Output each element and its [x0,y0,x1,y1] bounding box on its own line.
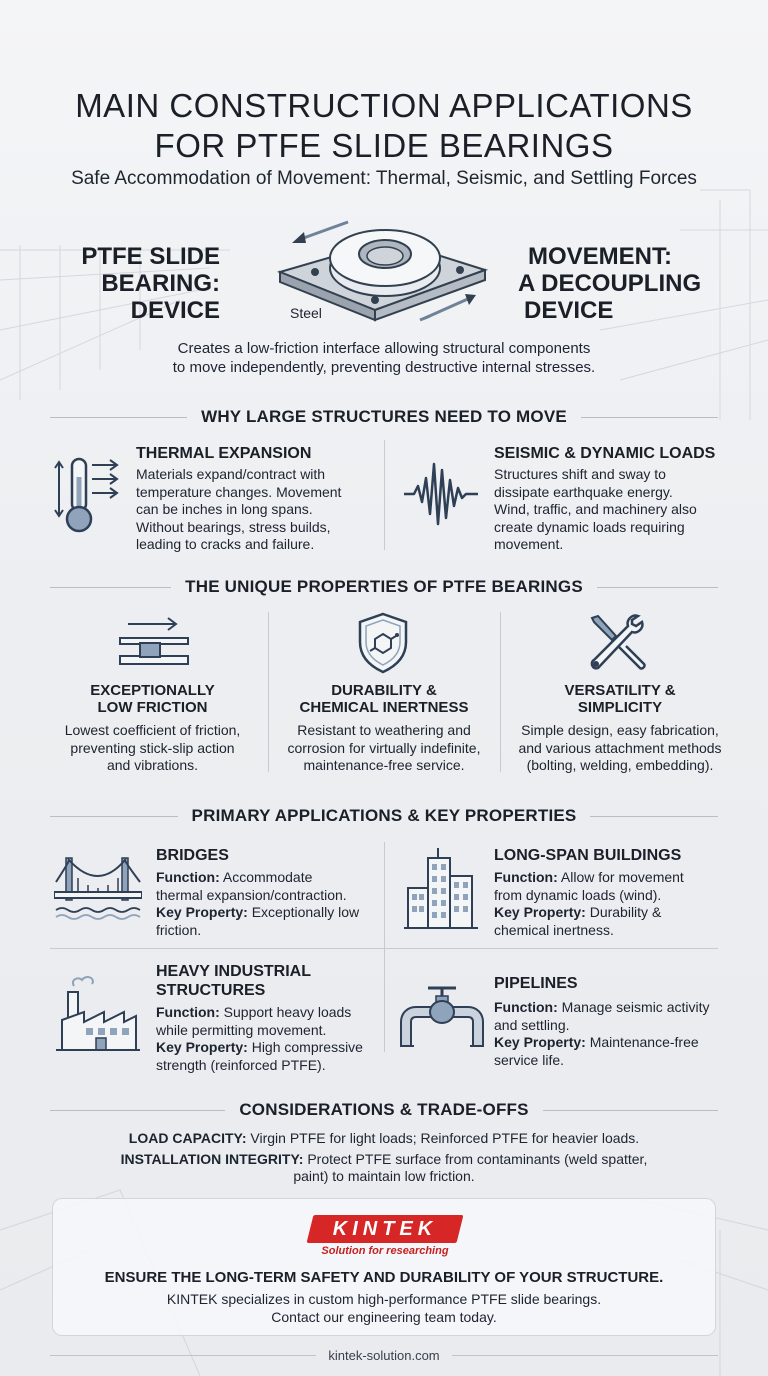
text-line [494,904,724,922]
key-property-label: Key Property: [494,904,586,920]
pipelines-text [494,999,724,1069]
cta-body [0,1291,768,1326]
cta-line: Contact our engineering team today. [271,1308,497,1325]
low-friction-icon [118,612,190,670]
bridges-title: BRIDGES [156,847,229,864]
text-line: create dynamic loads requiring [494,518,685,535]
divider [50,1355,316,1356]
title-line: CHEMICAL INERTNESS [299,699,469,716]
row-divider [50,948,718,949]
durability-title [284,682,484,716]
text-line: and various attachment methods [518,739,722,756]
column-divider [384,440,385,550]
considerations-section-heading [50,1100,718,1120]
thermal-expansion-text [136,466,376,554]
text-line [156,904,378,922]
properties-section-heading [50,577,718,597]
key-property-label: Key Property: [494,1034,586,1050]
title-line: HEAVY INDUSTRIAL [156,963,311,980]
text-line: Wind, traffic, and machinery also [494,501,697,517]
bridges-text [156,869,378,939]
text-line: from dynamic loads (wind). [494,886,662,903]
function-text: Accommodate [222,869,313,885]
function-label: Function: [156,869,220,885]
column-divider [268,612,269,772]
text-line: strength (reinforced PTFE). [156,1056,326,1073]
text-line: preventing stick-slip action [70,739,235,756]
text-line: temperature changes. Movement [136,483,342,500]
seismic-loads-title: SEISMIC & DYNAMIC LOADS [494,445,716,462]
text-line [156,869,378,887]
key-property-text: Exceptionally low [251,904,360,920]
key-property-text: Durability & [589,904,662,920]
text-line [494,869,724,887]
hero-desc-line: Creates a low-friction interface allowing structural components [177,340,591,357]
buildings-text [494,869,724,939]
text-line: (bolting, welding, embedding). [526,757,714,773]
divider [50,1110,225,1111]
installation-text: Protect PTFE surface from contaminants (weld spatter, [307,1151,648,1167]
column-divider [500,612,501,772]
divider [50,816,178,817]
text-line: service life. [494,1051,565,1068]
why-section-heading [50,407,718,427]
text-line [156,1039,382,1057]
function-text: Support heavy loads [223,1004,352,1020]
section-heading-text: CONSIDERATIONS & TRADE-OFFS [239,1100,529,1119]
logo-tagline: Solution for researching [321,1245,449,1257]
key-property-text: Maintenance-free [589,1034,699,1050]
hero-left-line: PTFE SLIDE [81,243,220,270]
thermometer-icon [52,455,124,537]
title-line-1: MAIN CONSTRUCTION APPLICATIONS [75,87,693,124]
text-line: Structures shift and sway to [494,466,666,482]
industrial-text [156,1004,382,1074]
shield-chemical-icon [356,612,410,674]
applications-section-heading [50,806,718,826]
bridge-icon [54,852,142,922]
text-line: Resistant to weathering and [297,722,471,738]
title-line-2: FOR PTFE SLIDE BEARINGS [154,127,614,164]
text-line [494,999,724,1017]
versatility-title [520,682,720,716]
text-line: and vibrations. [106,757,199,773]
divider [590,816,718,817]
buildings-title: LONG-SPAN BUILDINGS [494,847,682,864]
divider [50,587,171,588]
load-capacity-line [0,1130,768,1148]
title-line: VERSATILITY & [564,682,676,699]
footer-url-link[interactable]: kintek-solution.com [328,1347,440,1363]
text-line: and settling. [494,1016,570,1033]
hero-left-line: BEARING: [101,270,220,297]
industrial-title [156,962,311,1000]
text-line: while permitting movement. [156,1021,327,1038]
column-divider [384,842,385,1052]
divider [50,417,187,418]
title-line: SIMPLICITY [577,699,663,716]
function-label: Function: [156,1004,220,1020]
installation-line [0,1151,768,1169]
section-heading-text: WHY LARGE STRUCTURES NEED TO MOVE [201,407,567,426]
text-line: corrosion for virtually indefinite, [287,739,481,756]
hero-description [0,339,768,377]
text-line: friction. [156,921,202,938]
durability-text [276,722,492,775]
page-title [0,86,768,166]
section-heading-text: PRIMARY APPLICATIONS & KEY PROPERTIES [191,806,577,825]
pipelines-title: PIPELINES [494,975,578,992]
key-property-text: High compressive [251,1039,363,1055]
logo-text: KINTEK [332,1218,438,1240]
text-line [494,1034,724,1052]
page-subtitle: Safe Accommodation of Movement: Thermal, Seismic, and Settling Forces [71,168,697,189]
kintek-logo[interactable] [310,1215,460,1261]
key-property-label: Key Property: [156,904,248,920]
text-line: maintenance-free service. [303,757,465,773]
installation-label: INSTALLATION INTEGRITY: [120,1151,304,1167]
function-label: Function: [494,999,558,1015]
text-line: Without bearings, stress builds, [136,518,331,535]
text-line: movement. [494,536,564,552]
text-line: chemical inertness. [494,921,614,938]
footer [50,1346,718,1364]
hero-left-line: DEVICE [130,297,220,324]
cta-line: KINTEK specializes in custom high-performance PTFE slide bearings. [166,1291,602,1307]
wrench-screwdriver-icon [586,612,648,674]
section-heading-text: THE UNIQUE PROPERTIES OF PTFE BEARINGS [185,577,583,596]
divider [581,417,718,418]
hero-right-line: A DECOUPLING [518,270,702,297]
hero-right-line: MOVEMENT: [528,243,672,270]
skyscraper-icon [404,846,478,930]
low-friction-text [50,722,255,775]
key-property-label: Key Property: [156,1039,248,1055]
hero-desc-line: to move independently, preventing destructive internal stresses. [172,359,596,376]
title-line: LOW FRICTION [97,699,208,716]
title-line: DURABILITY & [331,682,437,699]
text-line: dissipate earthquake energy. [494,483,673,500]
function-text: Allow for movement [560,869,684,885]
text-line: leading to cracks and failure. [136,536,315,552]
versatility-text [508,722,732,775]
hero-left-label [70,243,220,324]
function-text: Manage seismic activity [561,999,710,1015]
divider [543,1110,718,1111]
seismic-loads-text [494,466,734,554]
text-line: Simple design, easy fabrication, [521,722,719,738]
title-line: EXCEPTIONALLY [90,682,215,699]
hero-right-line: DEVICE [524,297,614,324]
text-line: Lowest coefficient of friction, [64,722,241,738]
function-label: Function: [494,869,558,885]
text-line [156,1004,382,1022]
divider [452,1355,718,1356]
text-line: thermal expansion/contraction. [156,886,347,903]
load-capacity-text: Virgin PTFE for light loads; Reinforced PTFE for heavier loads. [250,1130,640,1146]
pipe-valve-icon [400,984,484,1050]
installation-line-2: paint) to maintain low friction. [293,1168,475,1184]
seismic-wave-icon [402,458,480,530]
load-capacity-label: LOAD CAPACITY: [128,1130,247,1146]
cta-heading: ENSURE THE LONG-TERM SAFETY AND DURABILITY OF YOUR STRUCTURE. [104,1269,664,1286]
title-line: STRUCTURES [156,982,266,999]
thermal-expansion-title: THERMAL EXPANSION [136,445,312,462]
steel-label: Steel [290,305,322,321]
factory-icon [56,972,140,1054]
hero-right-label [518,243,718,324]
divider [597,587,718,588]
text-line: can be inches in long spans. [136,501,313,517]
text-line: Materials expand/contract with [136,466,326,482]
low-friction-title [60,682,245,716]
